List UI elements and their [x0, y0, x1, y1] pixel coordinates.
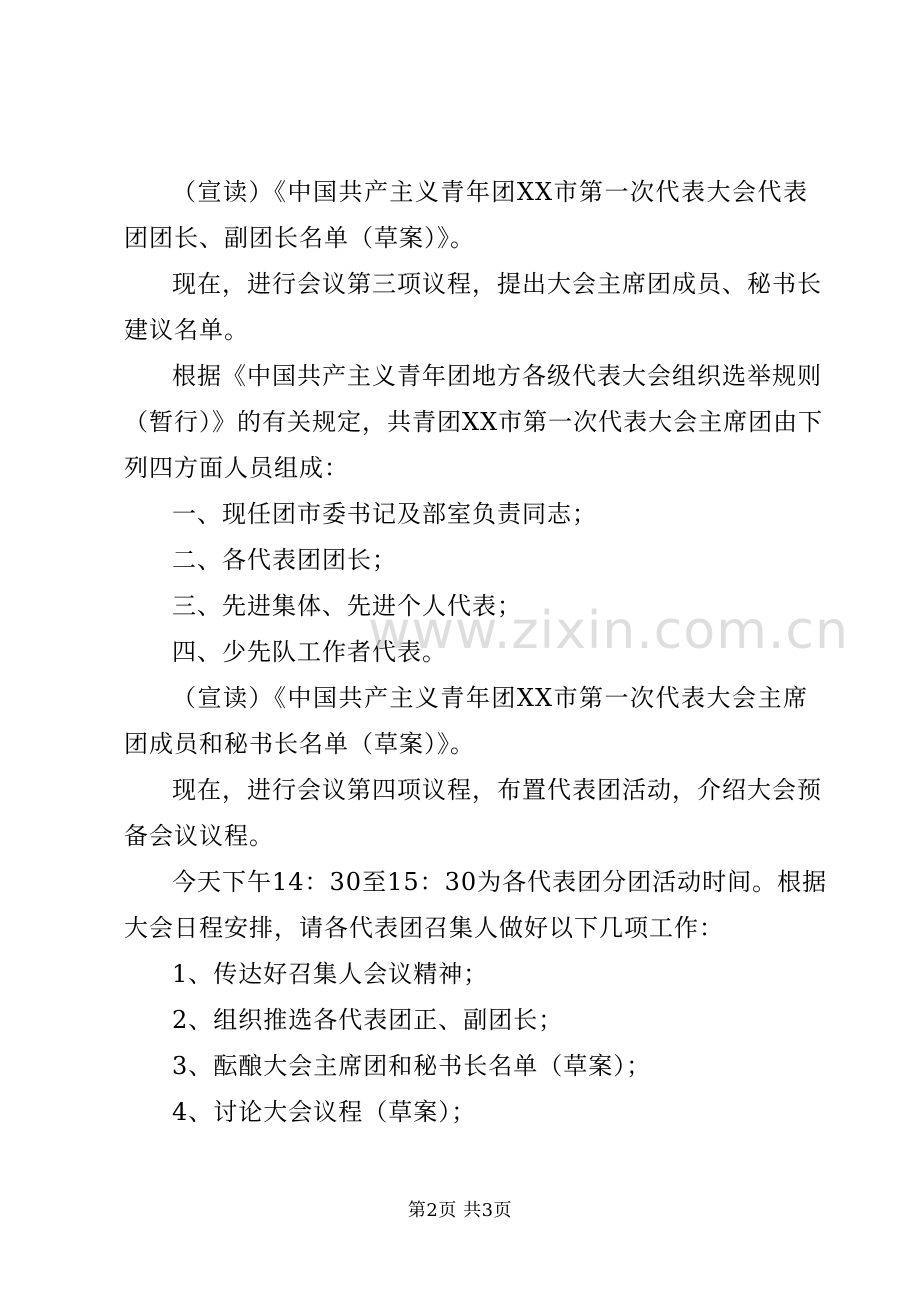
- list-item: 一、现任团市委书记及部室负责同志；: [172, 500, 597, 528]
- list-item: 4、讨论大会议程（草案）；: [172, 1098, 477, 1126]
- paragraph-line: 团团长、副团长名单（草案）》。: [124, 224, 475, 252]
- paragraph-line: 备会议议程。: [124, 822, 274, 850]
- list-item: 1、传达好召集人会议精神；: [172, 960, 489, 988]
- paragraph-line: 根据《中国共产主义青年团地方各级代表大会组织选举规则: [172, 362, 822, 390]
- paragraph-line: （宣读）《中国共产主义青年团XX市第一次代表大会代表: [172, 178, 808, 206]
- paragraph-line: （宣读）《中国共产主义青年团XX市第一次代表大会主席: [172, 684, 808, 712]
- list-item: 三、先进集体、先进个人代表；: [172, 592, 522, 620]
- paragraph-line: 建议名单。: [124, 316, 249, 344]
- list-item: 3、酝酿大会主席团和秘书长名单（草案）；: [172, 1052, 652, 1080]
- list-item: 二、各代表团团长；: [172, 546, 397, 574]
- page-footer: 第2页 共3页: [407, 1200, 513, 1221]
- paragraph-line: 列四方面人员组成：: [124, 454, 349, 482]
- list-item: 四、少先队工作者代表。: [172, 638, 447, 666]
- paragraph-line: （暂行）》的有关规定，共青团XX市第一次代表大会主席团由下: [124, 408, 824, 436]
- paragraph-line: 现在，进行会议第三项议程，提出大会主席团成员、秘书长: [172, 270, 822, 298]
- paragraph-line: 大会日程安排，请各代表团召集人做好以下几项工作：: [124, 914, 724, 942]
- paragraph-line: 今天下午14：30至15：30为各代表团分团活动时间。根据: [172, 868, 828, 896]
- paragraph-line: 现在，进行会议第四项议程，布置代表团活动，介绍大会预: [172, 776, 822, 804]
- paragraph-line: 团成员和秘书长名单（草案）》。: [124, 730, 475, 758]
- list-item: 2、组织推选各代表团正、副团长；: [172, 1006, 564, 1034]
- watermark: www.zixin.com.cn: [368, 601, 849, 661]
